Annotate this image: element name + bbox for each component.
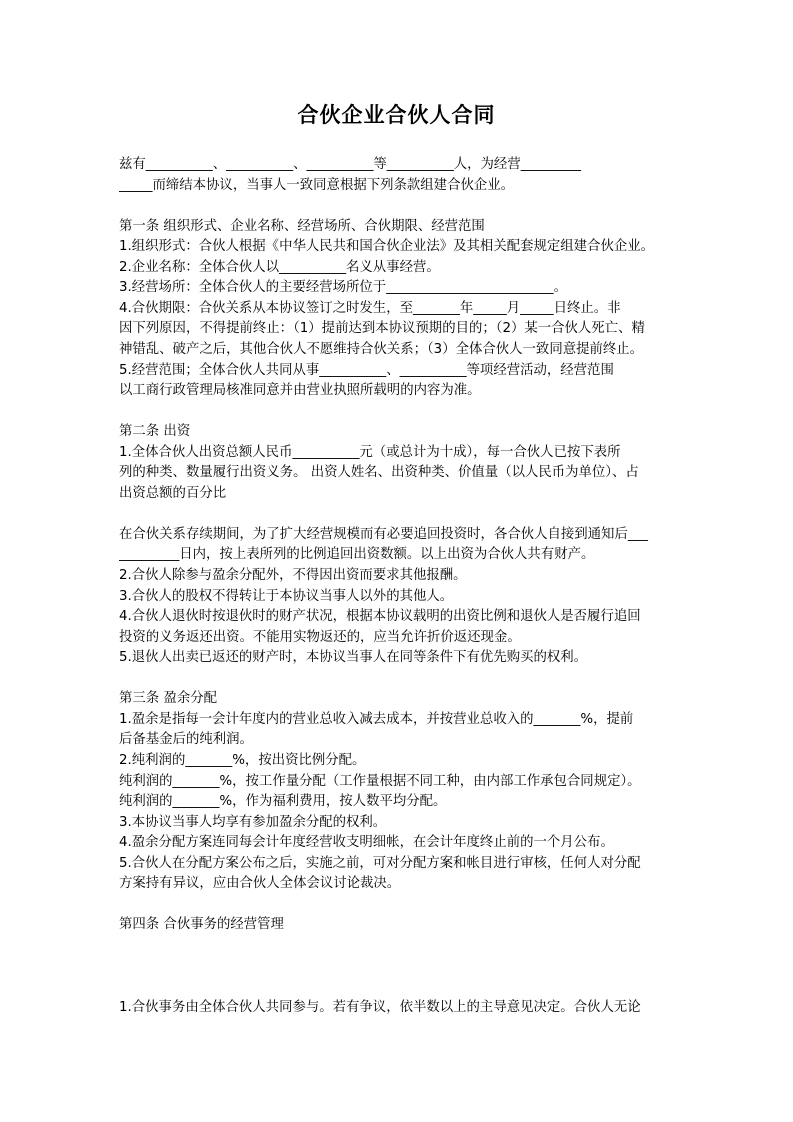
text-line: 列的种类、数量履行出资义务。 出资人姓名、出资种类、价值量（以人民币为单位）、占: [119, 465, 639, 481]
text-line: 神错乱、破产之后，其他合伙人不愿维持合伙关系；（3）全体合伙人一致同意提前终止。: [119, 341, 644, 357]
text-line: _____而缔结本协议，当事人一致同意根据下列条款组建合伙企业。: [119, 177, 515, 193]
text-line: 因下列原因，不得提前终止：（1）提前达到本协议预期的目的；（2）某一合伙人死亡、精: [119, 321, 645, 337]
text-line: 3.合伙人的股权不得转让于本协议当事人以外的其他人。: [119, 588, 454, 604]
text-line: 第二条 出资: [119, 424, 191, 440]
text-line: 纯利润的_______%，按工作量分配（工作量根据不同工种，由内部工作承包合同规定）。: [119, 773, 641, 789]
text-line: 5.合伙人在分配方案公布之后，实施之前，可对分配方案和帐目进行审核，任何人对分配: [119, 855, 641, 871]
text-line: 2.纯利润的_______%，按出资比例分配。: [119, 752, 366, 768]
text-line: 在合伙关系存续期间，为了扩大经营规模而有必要追回投资时，各合伙人自接到通知后___: [119, 526, 648, 542]
text-line: 3.本协议当事人均享有参加盈余分配的权利。: [119, 814, 387, 830]
text-line: 2.企业名称：全体合伙人以__________名义从事经营。: [119, 259, 440, 275]
text-line: 4.合伙期限：合伙关系从本协议签订之时发生，至_______年_____月_____日终止。非: [119, 300, 621, 316]
text-line: 出资总额的百分比: [119, 485, 227, 501]
text-line: 1.组织形式：合伙人根据《中华人民共和国合伙企业法》及其相关配套规定组建合伙企业。: [119, 239, 655, 255]
text-line: 第三条 盈余分配: [119, 691, 217, 707]
text-line: 4.合伙人退伙时按退伙时的财产状况，根据本协议载明的出资比例和退伙人是否履行追回: [119, 609, 641, 625]
text-line: 5.退伙人出卖已返还的财产时，本协议当事人在同等条件下有优先购买的权利。: [119, 650, 588, 666]
text-line: 投资的义务返还出资。不能用实物返还的，应当允许折价返还现金。: [119, 629, 521, 645]
text-line: 兹有__________、__________、__________等__________人，为经营_________: [119, 157, 581, 172]
text-line: 方案持有异议，应由合伙人全体会议讨论裁决。: [119, 876, 401, 892]
text-line: _________日内，按上表所列的比例追回出资数额。以上出资为合伙人共有财产。: [119, 547, 595, 563]
text-line: 以工商行政管理局核准同意并由营业执照所载明的内容为准。: [119, 383, 481, 399]
text-line: 纯利润的_______%，作为福利费用，按人数平均分配。: [119, 794, 447, 810]
text-line: 4.盈余分配方案连同每会计年度经营收支明细帐，在会计年度终止前的一个月公布。: [119, 835, 614, 851]
document-title: 合伙企业合伙人合同: [297, 102, 496, 127]
text-line: 第四条 合伙事务的经营管理: [119, 917, 284, 933]
text-line: 1.全体合伙人出资总额人民币__________元（或总计为十成），每一合伙人已按下表所: [119, 444, 621, 460]
text-line: 后备基金后的纯利润。: [119, 732, 253, 748]
text-line: 5.经营范围；全体合伙人共同从事__________、__________等项经营活动，经营范围: [119, 362, 614, 378]
text-line: 2.合伙人除参与盈余分配外，不得因出资而要求其他报酬。: [119, 568, 467, 583]
text-line: 3.经营场所：全体合伙人的主要经营场所位于_________________________。: [119, 280, 567, 296]
text-line: 1.合伙事务由全体合伙人共同参与。若有争议，依半数以上的主导意见决定。合伙人无论: [119, 999, 641, 1015]
text-line: 1.盈余是指每一会计年度内的营业总收入减去成本，并按营业总收入的_______%，提前: [119, 711, 634, 727]
text-line: 第一条 组织形式、企业名称、经营场所、合伙期限、经营范围: [119, 218, 485, 234]
